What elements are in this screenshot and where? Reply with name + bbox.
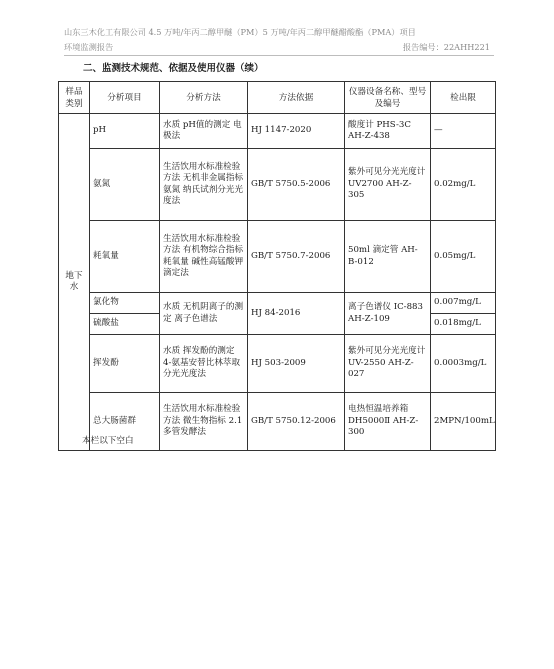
section-title: 二、监测技术规范、依据及使用仪器（续） [83,63,264,74]
basis-cell: GB/T 5750.12-2006 [248,393,345,451]
basis-cell: HJ 1147-2020 [248,114,345,149]
method-cell: 生活饮用水标准检验方法 微生物指标 2.1 多管发酵法 [160,393,248,451]
instrument-cell: 酸度计 PHS-3C AH-Z-438 [345,114,431,149]
report-number: 报告编号：22AHH221 [402,42,490,52]
item-cell: 硫酸盐 [90,314,160,335]
method-cell: 水质 挥发酚的测定 4-氨基安替比林萃取分光光度法 [160,335,248,393]
basis-cell: HJ 84-2016 [248,293,345,335]
table-row [59,149,496,221]
method-cell: 水质 pH值的测定 电极法 [160,114,248,149]
header-analysis-method: 分析方法 [160,82,248,114]
method-cell: 生活饮用水标准检验方法 有机物综合指标 耗氧量 碱性高锰酸钾滴定法 [160,221,248,293]
header-divider [64,55,494,56]
report-header-subtitle: 环境监测报告 [64,42,114,52]
limit-cell: 0.018mg/L [431,314,496,335]
basis-cell: HJ 503-2009 [248,335,345,393]
sample-type-cell: 地下水 [59,114,90,451]
method-cell: 水质 无机阴离子的测定 离子色谱法 [160,293,248,335]
limit-cell: — [431,114,496,149]
item-cell: 耗氧量 [90,221,160,293]
basis-cell: GB/T 5750.7-2006 [248,221,345,293]
table-header-row [59,82,496,114]
item-cell: pH [90,114,160,149]
instrument-cell: 电热恒温培养箱 DH5000Ⅱ AH-Z-300 [345,393,431,451]
limit-cell: 2MPN/100mL [431,393,496,451]
blank-below-note: 本栏以下空白 [82,436,134,446]
item-cell: 总大肠菌群 [90,393,160,451]
table-row [59,293,496,314]
limit-cell: 0.007mg/L [431,293,496,314]
table-row [59,335,496,393]
table-row [59,221,496,293]
report-header-title: 山东三木化工有限公司 4.5 万吨/年丙二醇甲醚（PM）5 万吨/年丙二醇甲醚醋酸酯（PMA）项目 [64,27,416,37]
header-sample-type: 样品类别 [59,82,90,114]
limit-cell: 0.05mg/L [431,221,496,293]
header-method-basis: 方法依据 [248,82,345,114]
header-detection-limit: 检出限 [431,82,496,114]
item-cell: 氨氮 [90,149,160,221]
monitoring-methods-table [58,81,496,451]
item-cell: 挥发酚 [90,335,160,393]
item-cell: 氯化物 [90,293,160,314]
header-instrument: 仪器设备名称、型号及编号 [345,82,431,114]
instrument-cell: 离子色谱仪 IC-883 AH-Z-109 [345,293,431,335]
limit-cell: 0.0003mg/L [431,335,496,393]
method-cell: 生活饮用水标准检验方法 无机非金属指标 氨氮 纳氏试剂分光光度法 [160,149,248,221]
table-row [59,114,496,149]
instrument-cell: 紫外可见分光光度计 UV2700 AH-Z-305 [345,149,431,221]
limit-cell: 0.02mg/L [431,149,496,221]
basis-cell: GB/T 5750.5-2006 [248,149,345,221]
instrument-cell: 50ml 滴定管 AH-B-012 [345,221,431,293]
header-analysis-item: 分析项目 [90,82,160,114]
instrument-cell: 紫外可见分光光度计 UV-2550 AH-Z-027 [345,335,431,393]
